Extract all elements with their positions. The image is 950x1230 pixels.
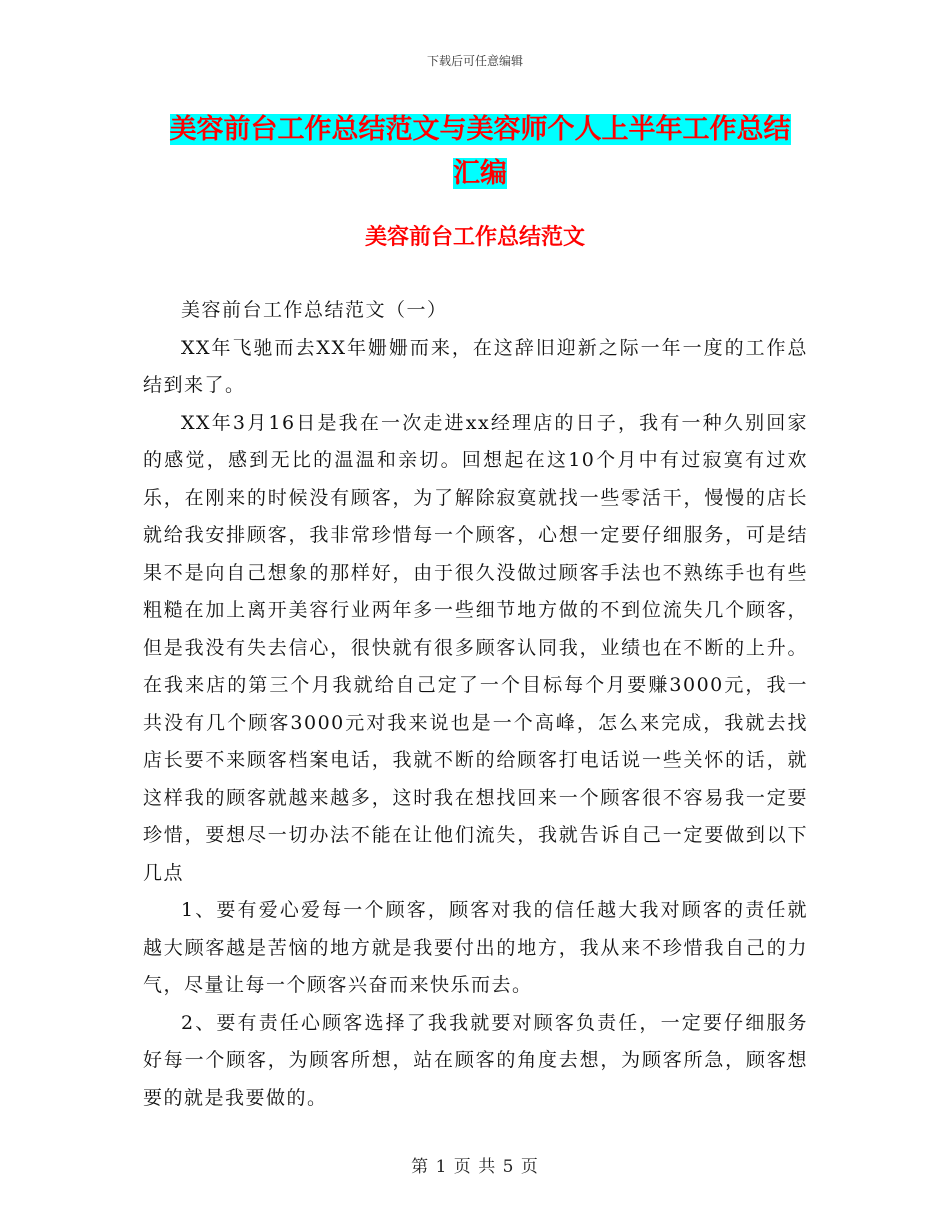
document-title-line-1: 美容前台工作总结范文与美容师个人上半年工作总结 — [169, 114, 791, 145]
body-paragraph: XX年3月16日是我在一次走进xx经理店的日子，我有一种久别回家的感觉，感到无比的温温和亲切。回想起在这10个月中有过寂寞有过欢乐，在刚来的时候没有顾客，为了解除寂寞就找一些零活干，慢慢的店长就给我安排顾客，我非常珍惜每一个顾客，心想一定要仔细服务，可是结果不是向自己想象的那样好，由于很久没做过顾客手法也不熟练手也有些粗糙在加上离开美容行业两年多一些细节地方做的不到位流失几个顾客，但是我没有失去信心，很快就有很多顾客认同我，业绩也在不断的上升。在我来店的第三个月我就给自己定了一个目标每个月要赚3000元，我一共没有几个顾客3000元对我来说也是一个高峰，怎么来完成，我就去找店长要不来顾客档案电话，我就不断的给顾客打电话说一些关怀的话，就这样我的顾客就越来越多，这时我在想找回来一个顾客很不容易我一定要珍惜，要想尽一切办法不能在让他们流失，我就告诉自己一定要做到以下几点 — [143, 411, 808, 884]
body-paragraph: XX年飞驰而去XX年姗姗而来，在这辞旧迎新之际一年一度的工作总结到来了。 — [143, 336, 808, 396]
document-title-line-2: 汇编 — [453, 158, 507, 189]
document-title — [140, 108, 820, 196]
body-paragraph-subtitle: 美容前台工作总结范文（一） — [181, 299, 448, 321]
section-title: 美容前台工作总结范文 — [364, 225, 585, 250]
body-paragraph: 1、要有爱心爱每一个顾客，顾客对我的信任越大我对顾客的责任就越大顾客越是苦恼的地方就是我要付出的地方，我从来不珍惜我自己的力气，尽量让每一个顾客兴奋而来快乐而去。 — [143, 899, 808, 996]
page-header-note: 下载后可任意编辑 — [426, 54, 523, 68]
page-number: 第 1 页 共 5 页 — [411, 1157, 539, 1177]
document-body — [143, 292, 808, 1117]
body-paragraph: 2、要有责任心顾客选择了我我就要对顾客负责任，一定要仔细服务好每一个顾客，为顾客所想，站在顾客的角度去想，为顾客所急，顾客想要的就是我要做的。 — [143, 1011, 808, 1109]
